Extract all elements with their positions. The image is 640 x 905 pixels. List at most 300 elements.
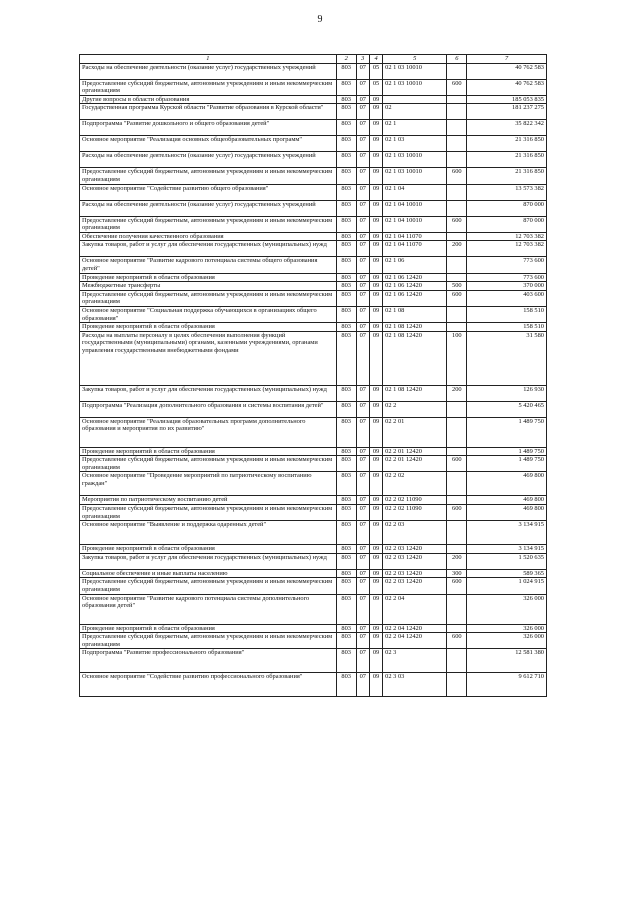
- budget-table: [79, 54, 547, 697]
- row-section-code: 07: [356, 385, 369, 401]
- row-expense-type: 600: [447, 633, 467, 649]
- row-name: Основное мероприятие "Содействие развитию профессионального образования": [80, 673, 337, 697]
- row-subsection-code: 09: [369, 505, 382, 521]
- row-section-code: 07: [356, 673, 369, 697]
- row-target-article: 02 1 06 12420: [383, 282, 447, 291]
- row-expense-type: [447, 624, 467, 633]
- row-amount: 3 134 915: [467, 545, 547, 554]
- row-amount: 126 930: [467, 385, 547, 401]
- header-col-3: 3: [356, 55, 369, 64]
- table-row: [80, 496, 547, 505]
- row-subsection-code: 09: [369, 472, 382, 496]
- row-amount: 158 510: [467, 306, 547, 322]
- table-row: [80, 290, 547, 306]
- row-amount: 5 420 465: [467, 401, 547, 417]
- row-ved-code: 803: [336, 63, 356, 79]
- row-name: Закупка товаров, работ и услуг для обеспечения государственных (муниципальных) нужд: [80, 385, 337, 401]
- row-subsection-code: 09: [369, 306, 382, 322]
- row-name: Основное мероприятие "Развитие кадрового потенциала системы общего образования детей": [80, 257, 337, 273]
- row-subsection-code: 09: [369, 417, 382, 447]
- row-expense-type: [447, 104, 467, 120]
- row-subsection-code: 09: [369, 578, 382, 594]
- row-ved-code: 803: [336, 472, 356, 496]
- row-subsection-code: 09: [369, 521, 382, 545]
- row-expense-type: [447, 673, 467, 697]
- row-ved-code: 803: [336, 553, 356, 569]
- row-section-code: 07: [356, 120, 369, 136]
- row-name: Расходы на выплаты персоналу в целях обеспечения выполнения функций государственными (муниципальными) органами, казенными учреждениями, органами управления государственными внебюджетными фондами: [80, 331, 337, 385]
- row-subsection-code: 09: [369, 323, 382, 332]
- row-amount: 589 365: [467, 569, 547, 578]
- row-name: Проведение мероприятий в области образования: [80, 624, 337, 633]
- row-expense-type: [447, 152, 467, 168]
- row-target-article: 02 1 08: [383, 306, 447, 322]
- row-name: Подпрограмма "Развитие дошкольного и общего образования детей": [80, 120, 337, 136]
- row-amount: 469 800: [467, 472, 547, 496]
- row-name: Подпрограмма "Развитие профессионального образования": [80, 649, 337, 673]
- row-amount: 326 000: [467, 624, 547, 633]
- table-row: [80, 472, 547, 496]
- row-subsection-code: 09: [369, 456, 382, 472]
- row-subsection-code: 09: [369, 152, 382, 168]
- row-target-article: 02 2 02 11090: [383, 505, 447, 521]
- row-section-code: 07: [356, 331, 369, 385]
- row-expense-type: 600: [447, 456, 467, 472]
- row-subsection-code: 05: [369, 79, 382, 95]
- row-section-code: 07: [356, 136, 369, 152]
- row-target-article: 02 1 03 10010: [383, 152, 447, 168]
- row-target-article: 02 1 03 10010: [383, 63, 447, 79]
- row-target-article: 02 1 03: [383, 136, 447, 152]
- row-name: Предоставление субсидий бюджетным, автономным учреждениям и иным некоммерческим организациям: [80, 505, 337, 521]
- row-ved-code: 803: [336, 273, 356, 282]
- row-subsection-code: 09: [369, 496, 382, 505]
- row-subsection-code: 09: [369, 104, 382, 120]
- row-ved-code: 803: [336, 104, 356, 120]
- table-row: [80, 323, 547, 332]
- row-ved-code: 803: [336, 633, 356, 649]
- row-amount: 370 000: [467, 282, 547, 291]
- row-name: Основное мероприятие "Реализация основных общеобразовательных программ": [80, 136, 337, 152]
- row-amount: 1 489 750: [467, 417, 547, 447]
- row-section-code: 07: [356, 594, 369, 624]
- row-section-code: 07: [356, 290, 369, 306]
- row-target-article: 02 2 04 12420: [383, 624, 447, 633]
- row-ved-code: 803: [336, 79, 356, 95]
- table-row: [80, 331, 547, 385]
- row-target-article: 02 2 03: [383, 521, 447, 545]
- row-section-code: 07: [356, 569, 369, 578]
- row-subsection-code: 09: [369, 553, 382, 569]
- header-col-5: 5: [383, 55, 447, 64]
- row-amount: 326 000: [467, 633, 547, 649]
- row-expense-type: [447, 306, 467, 322]
- row-subsection-code: 09: [369, 136, 382, 152]
- row-section-code: 07: [356, 152, 369, 168]
- row-section-code: 07: [356, 545, 369, 554]
- row-target-article: 02 2 01: [383, 417, 447, 447]
- row-ved-code: 803: [336, 282, 356, 291]
- row-ved-code: 803: [336, 545, 356, 554]
- row-name: Основное мероприятие "Выявление и поддержка одаренных детей": [80, 521, 337, 545]
- row-ved-code: 803: [336, 649, 356, 673]
- row-expense-type: [447, 63, 467, 79]
- row-target-article: 02 1 04 10010: [383, 200, 447, 216]
- table-row: [80, 168, 547, 184]
- row-ved-code: 803: [336, 594, 356, 624]
- table-row: [80, 104, 547, 120]
- row-section-code: 07: [356, 472, 369, 496]
- row-section-code: 07: [356, 447, 369, 456]
- row-expense-type: 100: [447, 331, 467, 385]
- row-ved-code: 803: [336, 120, 356, 136]
- row-section-code: 07: [356, 95, 369, 104]
- row-subsection-code: 09: [369, 257, 382, 273]
- row-section-code: 07: [356, 273, 369, 282]
- row-name: Предоставление субсидий бюджетным, автономным учреждениям и иным некоммерческим организациям: [80, 79, 337, 95]
- row-target-article: 02 2 02: [383, 472, 447, 496]
- row-target-article: 02: [383, 104, 447, 120]
- row-section-code: 07: [356, 578, 369, 594]
- row-target-article: 02 2 01 12420: [383, 456, 447, 472]
- row-section-code: 07: [356, 104, 369, 120]
- row-subsection-code: 09: [369, 447, 382, 456]
- row-expense-type: 600: [447, 578, 467, 594]
- header-col-4: 4: [369, 55, 382, 64]
- row-ved-code: 803: [336, 306, 356, 322]
- row-ved-code: 803: [336, 184, 356, 200]
- table-row: [80, 385, 547, 401]
- row-expense-type: 200: [447, 385, 467, 401]
- table-row: [80, 594, 547, 624]
- row-subsection-code: 09: [369, 594, 382, 624]
- row-name: Закупка товаров, работ и услуг для обеспечения государственных (муниципальных) нужд: [80, 241, 337, 257]
- row-ved-code: 803: [336, 136, 356, 152]
- row-amount: 1 489 750: [467, 456, 547, 472]
- row-name: Социальное обеспечение и иные выплаты населению: [80, 569, 337, 578]
- row-expense-type: [447, 417, 467, 447]
- row-section-code: 07: [356, 241, 369, 257]
- row-ved-code: 803: [336, 331, 356, 385]
- row-name: Подпрограмма "Реализация дополнительного образования и системы воспитания детей": [80, 401, 337, 417]
- row-name: Проведение мероприятий в области образования: [80, 273, 337, 282]
- table-row: [80, 649, 547, 673]
- row-section-code: 07: [356, 553, 369, 569]
- row-expense-type: 500: [447, 282, 467, 291]
- row-name: Предоставление субсидий бюджетным, автономным учреждениям и иным некоммерческим организациям: [80, 168, 337, 184]
- row-ved-code: 803: [336, 216, 356, 232]
- row-ved-code: 803: [336, 241, 356, 257]
- row-expense-type: 600: [447, 290, 467, 306]
- row-section-code: 07: [356, 323, 369, 332]
- row-section-code: 07: [356, 168, 369, 184]
- row-name: Предоставление субсидий бюджетным, автономным учреждениям и иным некоммерческим организациям: [80, 290, 337, 306]
- row-section-code: 07: [356, 401, 369, 417]
- row-subsection-code: 09: [369, 290, 382, 306]
- row-name: Проведение мероприятий в области образования: [80, 323, 337, 332]
- header-col-1: 1: [80, 55, 337, 64]
- row-name: Предоставление субсидий бюджетным, автономным учреждениям и иным некоммерческим организациям: [80, 578, 337, 594]
- row-name: Проведение мероприятий в области образования: [80, 545, 337, 554]
- row-expense-type: [447, 521, 467, 545]
- row-expense-type: [447, 257, 467, 273]
- row-subsection-code: 09: [369, 569, 382, 578]
- row-name: Основное мероприятие "Проведение мероприятий по патриотическому воспитанию граждан": [80, 472, 337, 496]
- row-target-article: 02 1 04: [383, 184, 447, 200]
- table-row: [80, 95, 547, 104]
- row-section-code: 07: [356, 257, 369, 273]
- row-section-code: 07: [356, 216, 369, 232]
- table-row: [80, 417, 547, 447]
- row-name: Основное мероприятие "Содействие развитию общего образования": [80, 184, 337, 200]
- row-expense-type: [447, 472, 467, 496]
- row-target-article: 02 1 06 12420: [383, 273, 447, 282]
- row-subsection-code: 09: [369, 232, 382, 241]
- row-amount: 21 316 850: [467, 168, 547, 184]
- row-subsection-code: 09: [369, 168, 382, 184]
- row-expense-type: [447, 95, 467, 104]
- row-expense-type: [447, 323, 467, 332]
- row-subsection-code: 09: [369, 273, 382, 282]
- table-row: [80, 216, 547, 232]
- row-target-article: 02 1 03 10010: [383, 168, 447, 184]
- row-subsection-code: 09: [369, 184, 382, 200]
- row-target-article: 02 1 04 11070: [383, 241, 447, 257]
- row-section-code: 07: [356, 505, 369, 521]
- row-expense-type: [447, 120, 467, 136]
- row-expense-type: 200: [447, 553, 467, 569]
- row-target-article: 02 1 03 10010: [383, 79, 447, 95]
- row-section-code: 07: [356, 232, 369, 241]
- header-col-2: 2: [336, 55, 356, 64]
- row-amount: 773 600: [467, 257, 547, 273]
- row-target-article: 02 1 08 12420: [383, 385, 447, 401]
- row-ved-code: 803: [336, 578, 356, 594]
- table-row: [80, 456, 547, 472]
- table-row: [80, 200, 547, 216]
- row-target-article: [383, 95, 447, 104]
- row-name: Проведение мероприятий в области образования: [80, 447, 337, 456]
- row-name: Закупка товаров, работ и услуг для обеспечения государственных (муниципальных) нужд: [80, 553, 337, 569]
- row-ved-code: 803: [336, 290, 356, 306]
- page-number: 9: [317, 14, 323, 25]
- table-row: [80, 569, 547, 578]
- row-name: Межбюджетные трансферты: [80, 282, 337, 291]
- row-amount: 326 000: [467, 594, 547, 624]
- row-amount: 1 520 635: [467, 553, 547, 569]
- table-row: [80, 120, 547, 136]
- row-ved-code: 803: [336, 417, 356, 447]
- row-amount: 40 762 583: [467, 63, 547, 79]
- row-subsection-code: 09: [369, 673, 382, 697]
- table-row: [80, 79, 547, 95]
- row-subsection-code: 09: [369, 282, 382, 291]
- row-target-article: 02 2 04 12420: [383, 633, 447, 649]
- row-amount: 31 580: [467, 331, 547, 385]
- row-target-article: 02 1 08 12420: [383, 331, 447, 385]
- row-amount: 181 237 275: [467, 104, 547, 120]
- row-expense-type: [447, 232, 467, 241]
- row-amount: 9 612 710: [467, 673, 547, 697]
- row-amount: 40 762 583: [467, 79, 547, 95]
- row-amount: 469 800: [467, 505, 547, 521]
- row-target-article: 02 2 02 11090: [383, 496, 447, 505]
- row-name: Предоставление субсидий бюджетным, автономным учреждениям и иным некоммерческим организациям: [80, 216, 337, 232]
- table-row: [80, 232, 547, 241]
- row-expense-type: [447, 200, 467, 216]
- row-subsection-code: 09: [369, 385, 382, 401]
- row-subsection-code: 09: [369, 95, 382, 104]
- row-target-article: 02 2 03 12420: [383, 545, 447, 554]
- table-row: [80, 257, 547, 273]
- table-row: [80, 306, 547, 322]
- row-name: Основное мероприятие "Социальная поддержка обучающихся в организациях общего образования": [80, 306, 337, 322]
- table-row: [80, 624, 547, 633]
- row-section-code: 07: [356, 282, 369, 291]
- row-expense-type: [447, 184, 467, 200]
- row-ved-code: 803: [336, 323, 356, 332]
- row-name: Мероприятия по патриотическому воспитанию детей: [80, 496, 337, 505]
- row-amount: 870 000: [467, 216, 547, 232]
- row-expense-type: 600: [447, 216, 467, 232]
- table-row: [80, 63, 547, 79]
- row-target-article: 02 1: [383, 120, 447, 136]
- row-name: Предоставление субсидий бюджетным, автономным учреждениям и иным некоммерческим организациям: [80, 456, 337, 472]
- row-ved-code: 803: [336, 401, 356, 417]
- row-amount: 1 024 915: [467, 578, 547, 594]
- row-subsection-code: 05: [369, 63, 382, 79]
- row-ved-code: 803: [336, 569, 356, 578]
- row-ved-code: 803: [336, 521, 356, 545]
- table-row: [80, 633, 547, 649]
- row-target-article: 02 2 03 12420: [383, 553, 447, 569]
- row-ved-code: 803: [336, 447, 356, 456]
- row-subsection-code: 09: [369, 633, 382, 649]
- row-target-article: 02 1 06: [383, 257, 447, 273]
- table-row: [80, 401, 547, 417]
- row-amount: 12 581 380: [467, 649, 547, 673]
- row-subsection-code: 09: [369, 120, 382, 136]
- row-name: Основное мероприятие "Реализация образовательных программ дополнительного образования и мероприятия по их развитию": [80, 417, 337, 447]
- row-amount: 3 134 915: [467, 521, 547, 545]
- row-section-code: 07: [356, 496, 369, 505]
- row-target-article: 02 1 04 11070: [383, 232, 447, 241]
- row-expense-type: [447, 649, 467, 673]
- row-expense-type: 600: [447, 505, 467, 521]
- row-name: Государственная программа Курской области "Развитие образования в Курской области": [80, 104, 337, 120]
- table-row: [80, 136, 547, 152]
- row-subsection-code: 09: [369, 241, 382, 257]
- row-ved-code: 803: [336, 496, 356, 505]
- table-row: [80, 241, 547, 257]
- table-row: [80, 184, 547, 200]
- row-expense-type: [447, 545, 467, 554]
- row-target-article: 02 2: [383, 401, 447, 417]
- row-subsection-code: 09: [369, 401, 382, 417]
- table-row: [80, 273, 547, 282]
- table-row: [80, 578, 547, 594]
- row-expense-type: 300: [447, 569, 467, 578]
- row-expense-type: [447, 496, 467, 505]
- row-expense-type: 600: [447, 168, 467, 184]
- row-section-code: 07: [356, 456, 369, 472]
- row-name: Обеспечение получения качественного образования: [80, 232, 337, 241]
- row-section-code: 07: [356, 306, 369, 322]
- row-section-code: 07: [356, 624, 369, 633]
- row-name: Предоставление субсидий бюджетным, автономным учреждениям и иным некоммерческим организациям: [80, 633, 337, 649]
- row-section-code: 07: [356, 633, 369, 649]
- row-ved-code: 803: [336, 624, 356, 633]
- table-row: [80, 521, 547, 545]
- row-ved-code: 803: [336, 456, 356, 472]
- row-target-article: 02 2 04: [383, 594, 447, 624]
- row-subsection-code: 09: [369, 545, 382, 554]
- row-target-article: 02 1 08 12420: [383, 323, 447, 332]
- row-name: Расходы на обеспечение деятельности (оказание услуг) государственных учреждений: [80, 200, 337, 216]
- table-row: [80, 553, 547, 569]
- row-name: Расходы на обеспечение деятельности (оказание услуг) государственных учреждений: [80, 63, 337, 79]
- row-ved-code: 803: [336, 505, 356, 521]
- row-ved-code: 803: [336, 200, 356, 216]
- row-section-code: 07: [356, 184, 369, 200]
- row-expense-type: [447, 273, 467, 282]
- row-subsection-code: 09: [369, 331, 382, 385]
- row-ved-code: 803: [336, 257, 356, 273]
- row-amount: 773 600: [467, 273, 547, 282]
- row-target-article: 02 3 03: [383, 673, 447, 697]
- row-section-code: 07: [356, 649, 369, 673]
- row-amount: 35 822 342: [467, 120, 547, 136]
- row-amount: 12 703 382: [467, 232, 547, 241]
- row-ved-code: 803: [336, 168, 356, 184]
- row-subsection-code: 09: [369, 200, 382, 216]
- row-expense-type: [447, 447, 467, 456]
- table-row: [80, 152, 547, 168]
- row-name: Другие вопросы в области образования: [80, 95, 337, 104]
- row-amount: 185 053 835: [467, 95, 547, 104]
- row-name: Расходы на обеспечение деятельности (оказание услуг) государственных учреждений: [80, 152, 337, 168]
- row-target-article: 02 1 04 10010: [383, 216, 447, 232]
- row-target-article: 02 3: [383, 649, 447, 673]
- row-amount: 13 573 382: [467, 184, 547, 200]
- row-section-code: 07: [356, 63, 369, 79]
- table-header-row: [80, 55, 547, 64]
- row-amount: 12 703 382: [467, 241, 547, 257]
- row-ved-code: 803: [336, 385, 356, 401]
- header-col-7: 7: [467, 55, 547, 64]
- row-section-code: 07: [356, 521, 369, 545]
- row-section-code: 07: [356, 200, 369, 216]
- table-row: [80, 282, 547, 291]
- header-col-6: 6: [447, 55, 467, 64]
- row-subsection-code: 09: [369, 624, 382, 633]
- table-row: [80, 545, 547, 554]
- row-ved-code: 803: [336, 152, 356, 168]
- row-ved-code: 803: [336, 95, 356, 104]
- row-ved-code: 803: [336, 673, 356, 697]
- row-expense-type: 200: [447, 241, 467, 257]
- row-amount: 870 000: [467, 200, 547, 216]
- row-subsection-code: 09: [369, 649, 382, 673]
- row-target-article: 02 2 03 12420: [383, 578, 447, 594]
- table-row: [80, 673, 547, 697]
- row-target-article: 02 2 01 12420: [383, 447, 447, 456]
- row-expense-type: 600: [447, 79, 467, 95]
- table-row: [80, 447, 547, 456]
- row-subsection-code: 09: [369, 216, 382, 232]
- row-amount: 158 510: [467, 323, 547, 332]
- row-expense-type: [447, 136, 467, 152]
